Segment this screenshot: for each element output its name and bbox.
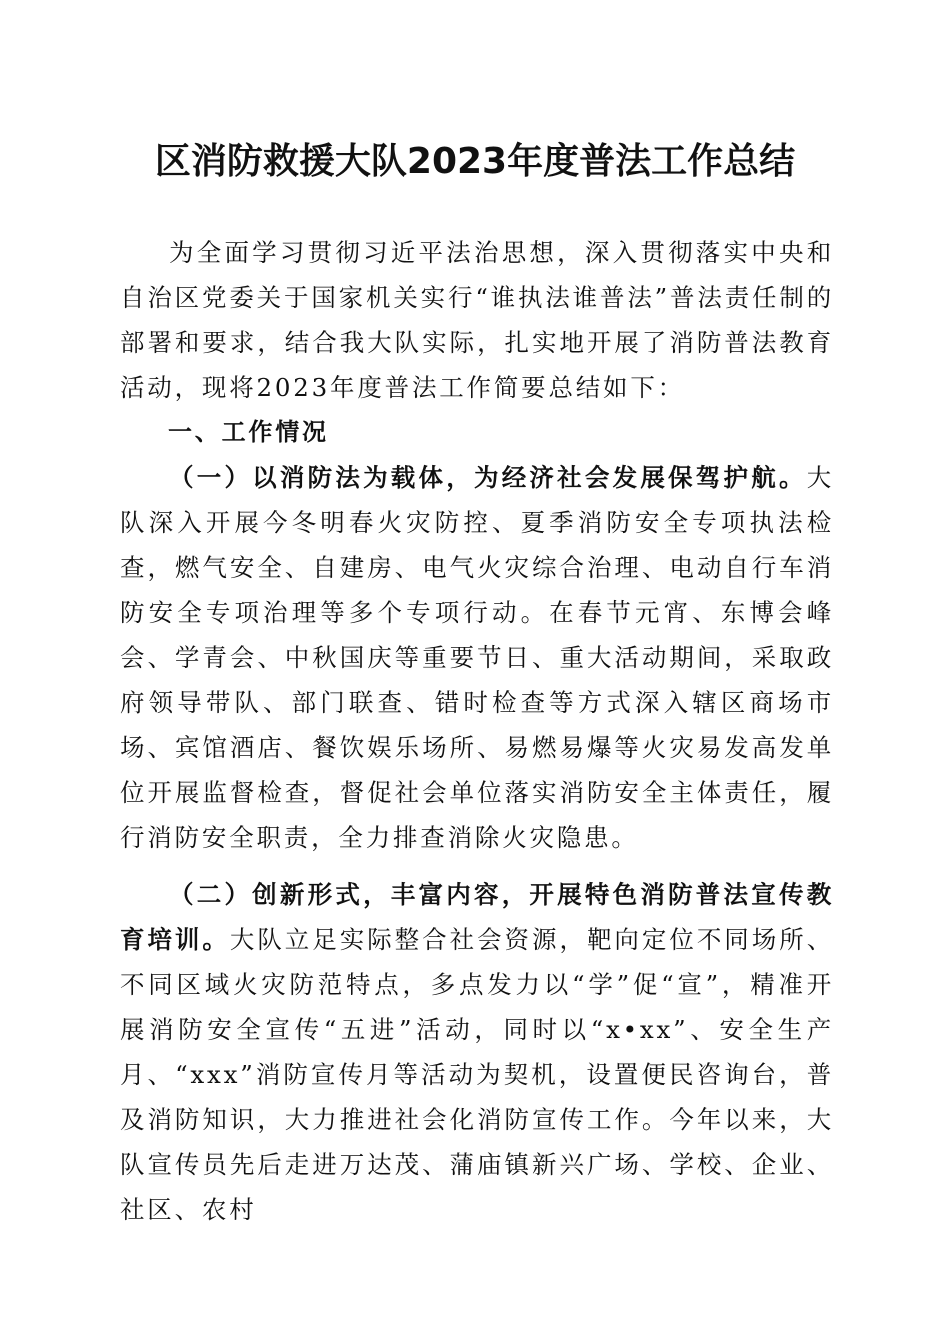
item-1-paragraph [120,455,834,860]
item-2-body: 大队立足实际整合社会资源，靶向定位不同场所、不同区域火灾防范特点，多点发力以“学”促“宣”，精准开展消防安全宣传“五进”活动，同时以“x•xx”、安全生产月、“xxx”消防宣传月等活动为契机，设置便民咨询台，普及消防知识，大力推进社会化消防宣传工作。今年以来，大队宣传员先后走进万达茂、蒲庙镇新兴广场、学校、企业、社区、农村 [120,925,834,1224]
paragraph-gap [120,860,834,872]
document-body [120,230,834,1232]
item-1-lead: （一）以消防法为载体，为经济社会发展保驾护航。 [169,463,807,492]
intro-paragraph: 为全面学习贯彻习近平法治思想，深入贯彻落实中央和自治区党委关于国家机关实行“谁执法谁普法”普法责任制的部署和要求，结合我大队实际，扎实地开展了消防普法教育活动，现将2023年度普法工作简要总结如下： [120,238,834,402]
item-2-lead: （二）创新形式，丰富内容，开展特色消防普法宣传教育培训。 [120,880,834,954]
item-1-body: 大队深入开展今冬明春火灾防控、夏季消防安全专项执法检查，燃气安全、自建房、电气火灾综合治理、电动自行车消防安全专项治理等多个专项行动。在春节元宵、东博会峰会、学青会、中秋国庆等重要节日、重大活动期间，采取政府领导带队、部门联查、错时检查等方式深入辖区商场市场、宾馆酒店、餐饮娱乐场所、易燃易爆等火灾易发高发单位开展监督检查，督促社会单位落实消防安全主体责任，履行消防安全职责，全力排查消除火灾隐患。 [120,463,834,852]
section-heading-work-status: 一、工作情况 [168,418,329,446]
item-2-paragraph [120,872,834,1232]
document-title: 区消防救援大队2023年度普法工作总结 [154,141,796,182]
